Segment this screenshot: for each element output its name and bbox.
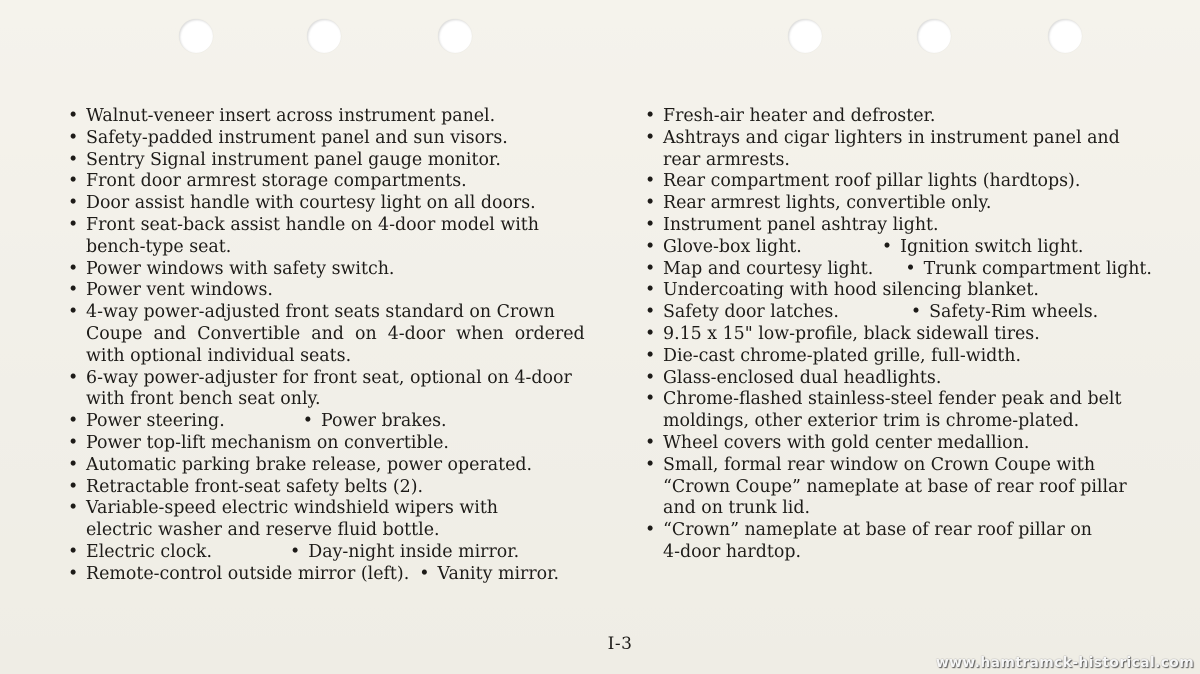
- list-item: [68, 542, 608, 564]
- list-item-line: Ashtrays and cigar lighters in instrument panel and: [663, 127, 1120, 148]
- list-item-line: 6-way power-adjuster for front seat, optional on 4-door: [86, 367, 572, 388]
- list-item: [68, 150, 608, 172]
- list-item: [68, 564, 608, 586]
- list-item-line: Power top-lift mechanism on convertible.: [86, 432, 449, 453]
- list-item-line: with optional individual seats.: [86, 345, 352, 366]
- bullet-icon: •: [645, 323, 656, 344]
- list-item: [645, 346, 1185, 368]
- list-item-line: Wheel covers with gold center medallion.: [663, 432, 1030, 453]
- bullet-icon: •: [68, 127, 79, 148]
- list-item-text: Trunk compartment light.: [923, 258, 1152, 279]
- list-item-text: Electric clock.: [86, 541, 212, 562]
- list-item-line: Coupe and Convertible and on 4-door when ordered: [86, 323, 585, 344]
- list-item-line: “Crown” nameplate at base of rear roof pillar on: [663, 520, 1093, 541]
- list-item-line: and on trunk lid.: [663, 498, 810, 519]
- list-item: [645, 128, 1185, 172]
- list-item-line: [663, 237, 1185, 259]
- bullet-icon: •: [68, 171, 79, 192]
- page-number: I-3: [607, 634, 633, 654]
- bullet-icon: •: [645, 520, 656, 541]
- list-item-line: Undercoating with hood silencing blanket.: [663, 280, 1039, 301]
- list-item: [68, 368, 608, 412]
- list-item: [645, 193, 1185, 215]
- list-item-text: Safety-Rim wheels.: [929, 302, 1099, 323]
- bullet-icon: •: [645, 236, 656, 257]
- bullet-icon: •: [905, 258, 916, 279]
- bullet-icon: •: [68, 214, 79, 235]
- bullet-icon: •: [645, 127, 656, 148]
- bullet-icon: •: [68, 454, 79, 475]
- bullet-icon: •: [645, 280, 656, 301]
- bullet-icon: •: [645, 106, 656, 126]
- bullet-icon: •: [68, 498, 79, 519]
- bullet-icon: •: [68, 280, 79, 301]
- list-item-text: Power brakes.: [320, 411, 447, 432]
- bullet-icon: •: [645, 389, 656, 410]
- list-item: [68, 171, 608, 193]
- bullet-icon: •: [645, 345, 656, 366]
- list-item-text: Remote-control outside mirror (left).: [86, 563, 410, 584]
- list-item: [645, 302, 1185, 324]
- list-item-line: Power windows with safety switch.: [86, 258, 395, 279]
- list-item-line: Rear armrest lights, convertible only.: [663, 193, 992, 214]
- list-item: [68, 128, 608, 150]
- list-item: [68, 106, 608, 128]
- list-item: [645, 520, 1185, 564]
- list-item-line: Variable-speed electric windshield wipers with: [86, 498, 499, 519]
- punch-hole: [917, 19, 951, 53]
- list-item-line: 9.15 x 15" low-profile, black sidewall tires.: [663, 323, 1040, 344]
- list-item-line: with front bench seat only.: [86, 389, 321, 410]
- list-item-line: Chrome-flashed stainless-steel fender peak and belt: [663, 389, 1122, 410]
- bullet-icon: •: [68, 367, 79, 388]
- list-item: [68, 477, 608, 499]
- list-item: [68, 455, 608, 477]
- bullet-icon: •: [68, 476, 79, 497]
- list-item: [68, 411, 608, 433]
- bullet-icon: •: [645, 193, 656, 214]
- list-item-line: Power vent windows.: [86, 280, 273, 301]
- bullet-icon: •: [302, 411, 313, 432]
- list-item-line: Retractable front-seat safety belts (2).: [86, 476, 424, 497]
- list-item-line: Fresh-air heater and defroster.: [663, 106, 936, 126]
- list-item-line: Automatic parking brake release, power operated.: [86, 454, 533, 475]
- punch-hole: [179, 19, 213, 53]
- bullet-icon: •: [645, 454, 656, 475]
- list-item-line: Safety-padded instrument panel and sun visors.: [86, 127, 508, 148]
- list-item-text: Map and courtesy light.: [663, 258, 874, 279]
- punch-hole: [1048, 19, 1082, 53]
- list-item: [68, 215, 608, 259]
- list-item-line: [663, 302, 1185, 324]
- list-item: [645, 106, 1185, 128]
- list-item: [645, 259, 1185, 281]
- list-item-line: Front door armrest storage compartments.: [86, 171, 467, 192]
- bullet-icon: •: [68, 258, 79, 279]
- bullet-icon: •: [68, 193, 79, 214]
- bullet-icon: •: [68, 563, 79, 584]
- list-item-line: Front seat-back assist handle on 4-door model with: [86, 214, 539, 235]
- list-item-line: 4-way power-adjusted front seats standard on Crown: [86, 302, 555, 323]
- features-list-left: [68, 106, 608, 586]
- bullet-icon: •: [645, 214, 656, 235]
- list-item: [645, 389, 1185, 433]
- list-item-line: [86, 542, 608, 564]
- bullet-icon: •: [290, 541, 301, 562]
- list-item-line: [663, 259, 1185, 281]
- list-item: [645, 368, 1185, 390]
- list-item-line: bench-type seat.: [86, 236, 232, 257]
- list-item: [645, 455, 1185, 520]
- features-list-right: [645, 106, 1185, 564]
- list-item-line: Glass-enclosed dual headlights.: [663, 367, 942, 388]
- punch-hole: [438, 19, 472, 53]
- list-item-line: [86, 564, 608, 586]
- punch-hole: [307, 19, 341, 53]
- bullet-icon: •: [68, 411, 79, 432]
- list-item: [645, 171, 1185, 193]
- list-item-text: Safety door latches.: [663, 302, 839, 323]
- list-item-text: Power steering.: [86, 411, 225, 432]
- list-item: [645, 324, 1185, 346]
- list-item-line: [86, 411, 608, 433]
- list-item: [68, 280, 608, 302]
- list-item-line: Die-cast chrome-plated grille, full-width.: [663, 345, 1022, 366]
- list-item-line: moldings, other exterior trim is chrome-plated.: [663, 411, 1080, 432]
- list-item-text: Glove-box light.: [663, 236, 802, 257]
- bullet-icon: •: [881, 236, 893, 257]
- list-item-line: Sentry Signal instrument panel gauge monitor.: [86, 149, 501, 170]
- list-item: [68, 302, 608, 367]
- list-item-line: “Crown Coupe” nameplate at base of rear roof pillar: [663, 476, 1127, 497]
- bullet-icon: •: [68, 541, 79, 562]
- list-item: [645, 433, 1185, 455]
- bullet-icon: •: [910, 302, 922, 323]
- bullet-icon: •: [68, 432, 79, 453]
- list-item-line: Rear compartment roof pillar lights (hardtops).: [663, 171, 1081, 192]
- bullet-icon: •: [645, 367, 656, 388]
- watermark-text: www.hamtramck-historical.com: [935, 655, 1194, 671]
- bullet-icon: •: [645, 258, 656, 279]
- list-item-text: Day-night inside mirror.: [308, 541, 520, 562]
- list-item: [68, 259, 608, 281]
- list-item: [645, 280, 1185, 302]
- bullet-icon: •: [68, 149, 79, 170]
- bullet-icon: •: [645, 302, 656, 323]
- list-item-text: Ignition switch light.: [900, 236, 1084, 257]
- bullet-icon: •: [645, 171, 656, 192]
- list-item: [68, 193, 608, 215]
- list-item-line: Walnut-veneer insert across instrument panel.: [86, 106, 496, 126]
- list-item-line: Small, formal rear window on Crown Coupe with: [663, 454, 1096, 475]
- list-item: [645, 215, 1185, 237]
- punch-hole: [788, 19, 822, 53]
- list-item-line: electric washer and reserve fluid bottle.: [86, 520, 440, 541]
- list-item-line: rear armrests.: [663, 149, 790, 170]
- bullet-icon: •: [68, 106, 79, 126]
- list-item: [68, 498, 608, 542]
- list-item-text: Vanity mirror.: [437, 563, 560, 584]
- bullet-icon: •: [645, 432, 656, 453]
- list-item: [645, 237, 1185, 259]
- list-item-line: Instrument panel ashtray light.: [663, 214, 939, 235]
- bullet-icon: •: [419, 563, 430, 584]
- list-item: [68, 433, 608, 455]
- list-item-line: 4-door hardtop.: [663, 541, 801, 562]
- bullet-icon: •: [68, 302, 79, 323]
- list-item-line: Door assist handle with courtesy light on all doors.: [86, 193, 536, 214]
